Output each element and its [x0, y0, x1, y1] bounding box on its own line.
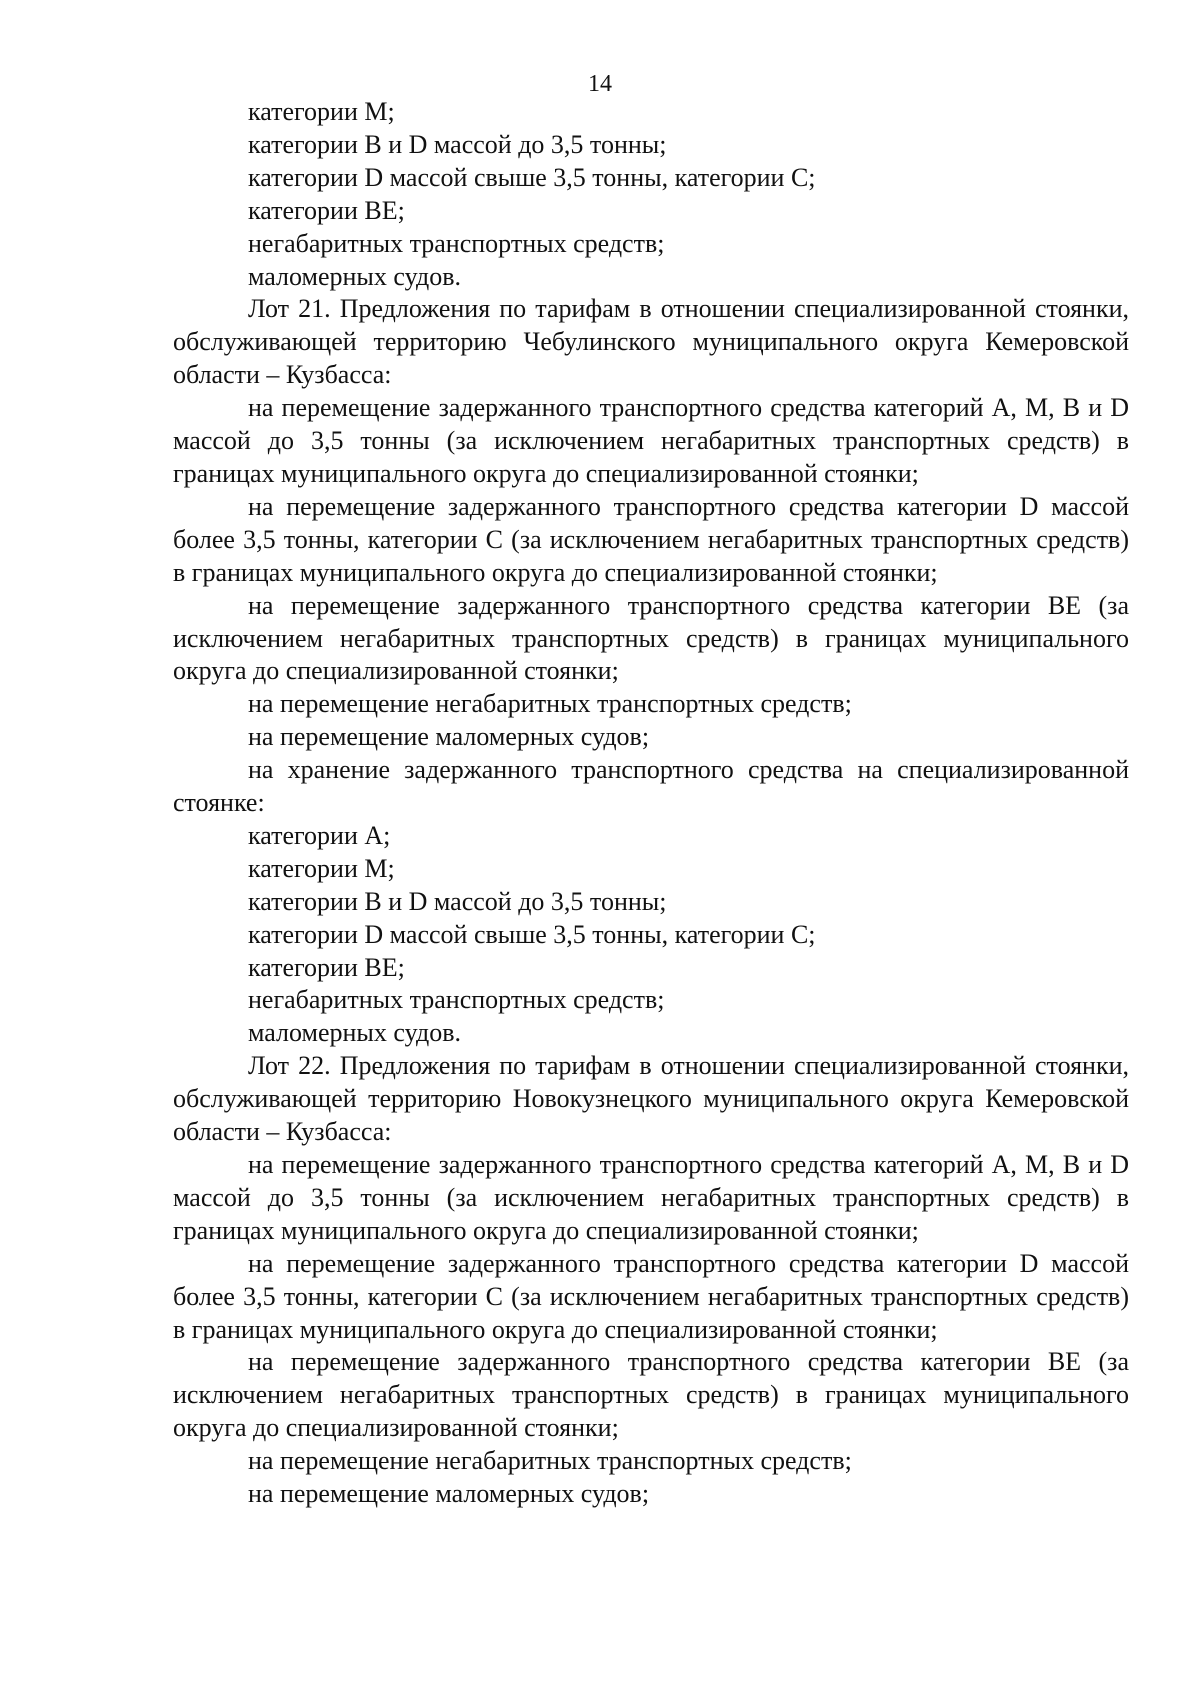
- list-line: категории В и D массой до 3,5 тонны;: [248, 129, 667, 159]
- document-body: [173, 96, 1129, 1511]
- list-line: негабаритных транспортных средств;: [248, 985, 665, 1015]
- list-line: категории ВЕ;: [248, 952, 405, 982]
- paragraph: на перемещение задержанного транспортного средства категории ВЕ (за исключением негабаритных транспортных средств) в границах муниципального округа до специализированной стоянки;: [173, 590, 1129, 686]
- paragraph: на хранение задержанного транспортного средства на специализированной стоянке:: [173, 755, 1129, 818]
- lot-21-heading-paragraph: Лот 21. Предложения по тарифам в отношении специализированной стоянки, обслуживающей территорию Чебулинского муниципального округа Кемеровской области – Кузбасса:: [173, 294, 1129, 390]
- list-line: на перемещение маломерных судов;: [248, 722, 650, 752]
- paragraph: на перемещение задержанного транспортного средства категорий А, М, В и D массой до 3,5 тонны (за исключением негабаритных транспортных средств) в границах муниципального округа до специализированной стоянки;: [173, 393, 1129, 488]
- paragraph: на перемещение задержанного транспортного средства категорий А, М, В и D массой до 3,5 тонны (за исключением негабаритных транспортных средств) в границах муниципального округа до специализированной стоянки;: [173, 1150, 1129, 1245]
- list-line: категории М;: [248, 97, 395, 126]
- list-line: на перемещение маломерных судов;: [248, 1479, 650, 1509]
- list-line: маломерных судов.: [248, 261, 461, 291]
- paragraph: на перемещение задержанного транспортного средства категории D массой более 3,5 тонны, категории С (за исключением негабаритных транспортных средств) в границах муниципального округа до специализированной стоянки;: [173, 1248, 1129, 1344]
- list-line: негабаритных транспортных средств;: [248, 228, 665, 258]
- paragraph: на перемещение задержанного транспортного средства категории D массой более 3,5 тонны, категории С (за исключением негабаритных транспортных средств) в границах муниципального округа до специализированной стоянки;: [173, 491, 1129, 587]
- paragraph: на перемещение задержанного транспортного средства категории ВЕ (за исключением негабаритных транспортных средств) в границах муниципального округа до специализированной стоянки;: [173, 1347, 1129, 1443]
- list-line: категории М;: [248, 853, 395, 883]
- list-line: на перемещение негабаритных транспортных средств;: [248, 689, 852, 719]
- page-number: 14: [588, 71, 612, 97]
- list-line: категории D массой свыше 3,5 тонны, категории С;: [248, 919, 816, 949]
- list-line: категории D массой свыше 3,5 тонны, категории С;: [248, 162, 816, 192]
- list-line: маломерных судов.: [248, 1018, 461, 1048]
- list-line: категории ВЕ;: [248, 195, 405, 225]
- lot-22-heading-paragraph: Лот 22. Предложения по тарифам в отношении специализированной стоянки, обслуживающей территорию Новокузнецкого муниципального округа Кемеровской области – Кузбасса:: [173, 1051, 1129, 1147]
- list-line: на перемещение негабаритных транспортных средств;: [248, 1446, 852, 1476]
- list-line: категории В и D массой до 3,5 тонны;: [248, 886, 667, 916]
- list-line: категории А;: [248, 820, 391, 850]
